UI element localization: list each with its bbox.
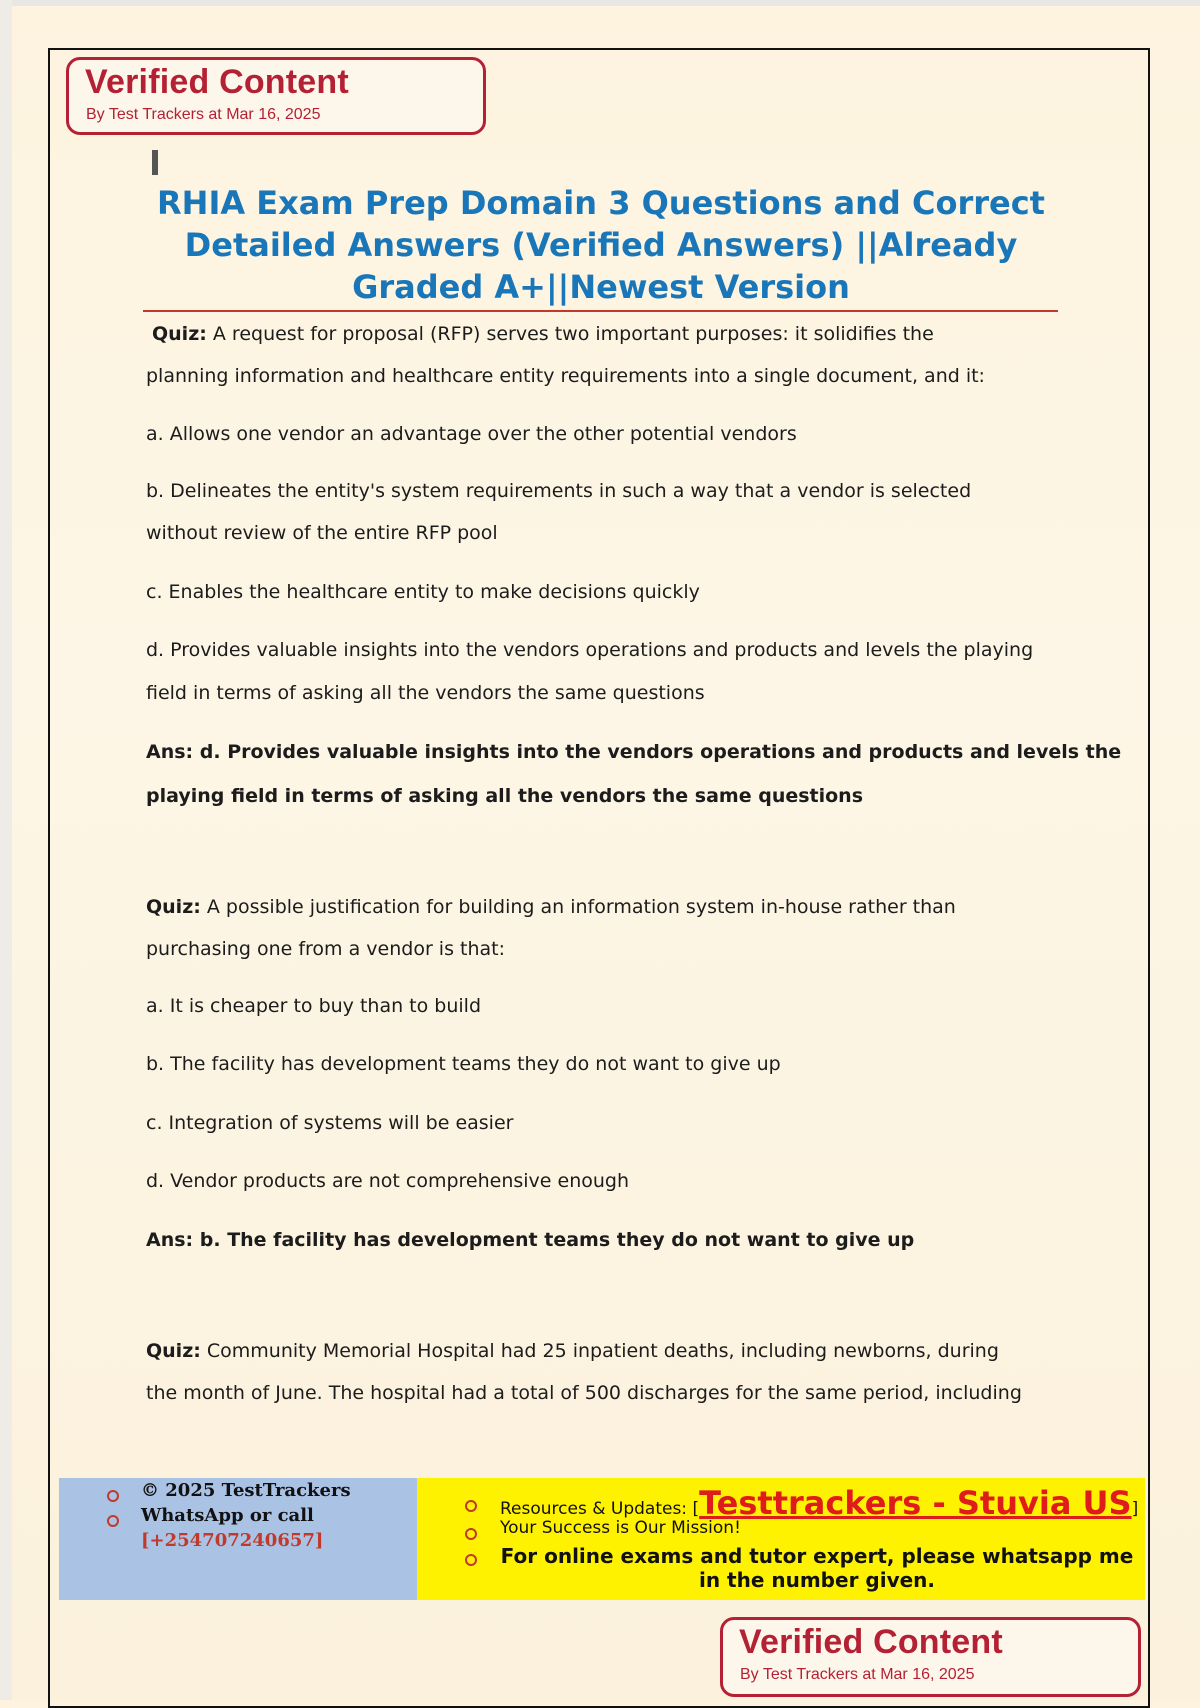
q2-stem-line-1 [146, 886, 1061, 928]
title-divider [143, 310, 1058, 312]
bullet-icon [107, 1515, 119, 1527]
footer-phone[interactable] [141, 1530, 323, 1551]
stamp-title: Verified Content [85, 63, 349, 101]
q1-stem-text: A request for proposal (RFP) serves two important purposes: it solidifies the [206, 323, 934, 345]
footer-mission: Your Success is Our Mission! [500, 1518, 741, 1538]
footer-contact-panel [59, 1478, 417, 1600]
bullet-icon [465, 1500, 477, 1512]
q2-stem-text: A possible justification for building an information system in-house rather than [200, 896, 956, 918]
q3-stem-line-2: the month of June. The hospital had a total of 500 discharges for the same period, including [146, 1382, 1022, 1404]
q1-option-b-line-1: b. Delineates the entity's system requirements in such a way that a vendor is selected [146, 480, 972, 502]
q2-stem-line-2: purchasing one from a vendor is that: [146, 938, 505, 960]
phone-bracket-open: [ [141, 1530, 150, 1551]
bullet-icon [465, 1528, 477, 1540]
viewer-top-edge [0, 0, 1200, 6]
q3-stem-text: Community Memorial Hospital had 25 inpatient deaths, including newborns, during [200, 1340, 999, 1362]
footer-resources-line [500, 1484, 1138, 1522]
q1-answer-text: d. Provides valuable insights into the vendors operations and products and levels the [193, 741, 1122, 763]
q1-answer-line-2: playing field in terms of asking all the vendors the same questions [146, 785, 864, 807]
q2-option-b: b. The facility has development teams they do not want to give up [146, 1053, 781, 1075]
q1-stem-line-2: planning information and healthcare entity requirements into a single document, and it: [146, 365, 985, 387]
bullet-icon [465, 1554, 477, 1566]
tutor-line-2: in the number given. [698, 1568, 935, 1592]
q2-answer-text: b. The facility has development teams they do not want to give up [193, 1229, 915, 1251]
q1-option-b-line-2: without review of the entire RFP pool [146, 522, 498, 544]
ans-label: Ans: [146, 1229, 194, 1251]
verified-content-stamp-top [66, 57, 486, 135]
title-line-1: RHIA Exam Prep Domain 3 Questions and Correct [157, 184, 1045, 222]
q2-option-d: d. Vendor products are not comprehensive enough [146, 1170, 630, 1192]
quiz-label: Quiz: [146, 1340, 201, 1362]
q2-answer-line-1 [146, 1218, 1061, 1262]
title-line-3: Graded A+||Newest Version [352, 268, 850, 306]
stuvia-link[interactable]: Testtrackers - Stuvia US [699, 1484, 1132, 1522]
q1-stem-line-1 [152, 313, 1067, 355]
q3-stem-line-1 [146, 1330, 1061, 1372]
quiz-label: Quiz: [152, 323, 207, 345]
resources-label: Resources & Updates: [500, 1499, 693, 1519]
q2-option-c: c. Integration of systems will be easier [146, 1112, 514, 1134]
ans-label: Ans: [146, 741, 194, 763]
phone-number[interactable]: +254707240657 [149, 1530, 315, 1551]
q1-option-d-line-1: d. Provides valuable insights into the vendors operations and products and levels the playing [146, 639, 1034, 661]
footer-resources-panel [417, 1478, 1145, 1600]
q2-option-a: a. It is cheaper to buy than to build [146, 995, 482, 1017]
bullet-icon [107, 1490, 119, 1502]
footer-whatsapp-label: WhatsApp or call [141, 1505, 314, 1526]
link-bracket-close: ] [1131, 1499, 1139, 1519]
footer-copyright: © 2025 TestTrackers [141, 1480, 351, 1501]
stamp-subtitle: By Test Trackers at Mar 16, 2025 [740, 1666, 975, 1683]
stamp-subtitle: By Test Trackers at Mar 16, 2025 [86, 106, 321, 123]
quiz-label: Quiz: [146, 896, 201, 918]
text-cursor-icon [152, 150, 158, 175]
tutor-line-1: For online exams and tutor expert, please whatsapp me [500, 1544, 1134, 1568]
verified-content-stamp-bottom [720, 1617, 1141, 1697]
q1-option-c: c. Enables the healthcare entity to make decisions quickly [146, 581, 700, 603]
document-title [143, 182, 1059, 308]
stamp-title: Verified Content [739, 1623, 1003, 1661]
title-line-2: Detailed Answers (Verified Answers) ||Already [184, 226, 1018, 264]
footer-tutor-text [492, 1544, 1142, 1592]
q1-answer-line-1 [146, 730, 1122, 774]
viewer-left-edge [0, 0, 12, 1700]
q1-option-d-line-2: field in terms of asking all the vendors the same questions [146, 682, 705, 704]
phone-bracket-close: ] [314, 1530, 324, 1551]
q1-option-a: a. Allows one vendor an advantage over the other potential vendors [146, 423, 797, 445]
link-bracket-open: [ [692, 1499, 700, 1519]
